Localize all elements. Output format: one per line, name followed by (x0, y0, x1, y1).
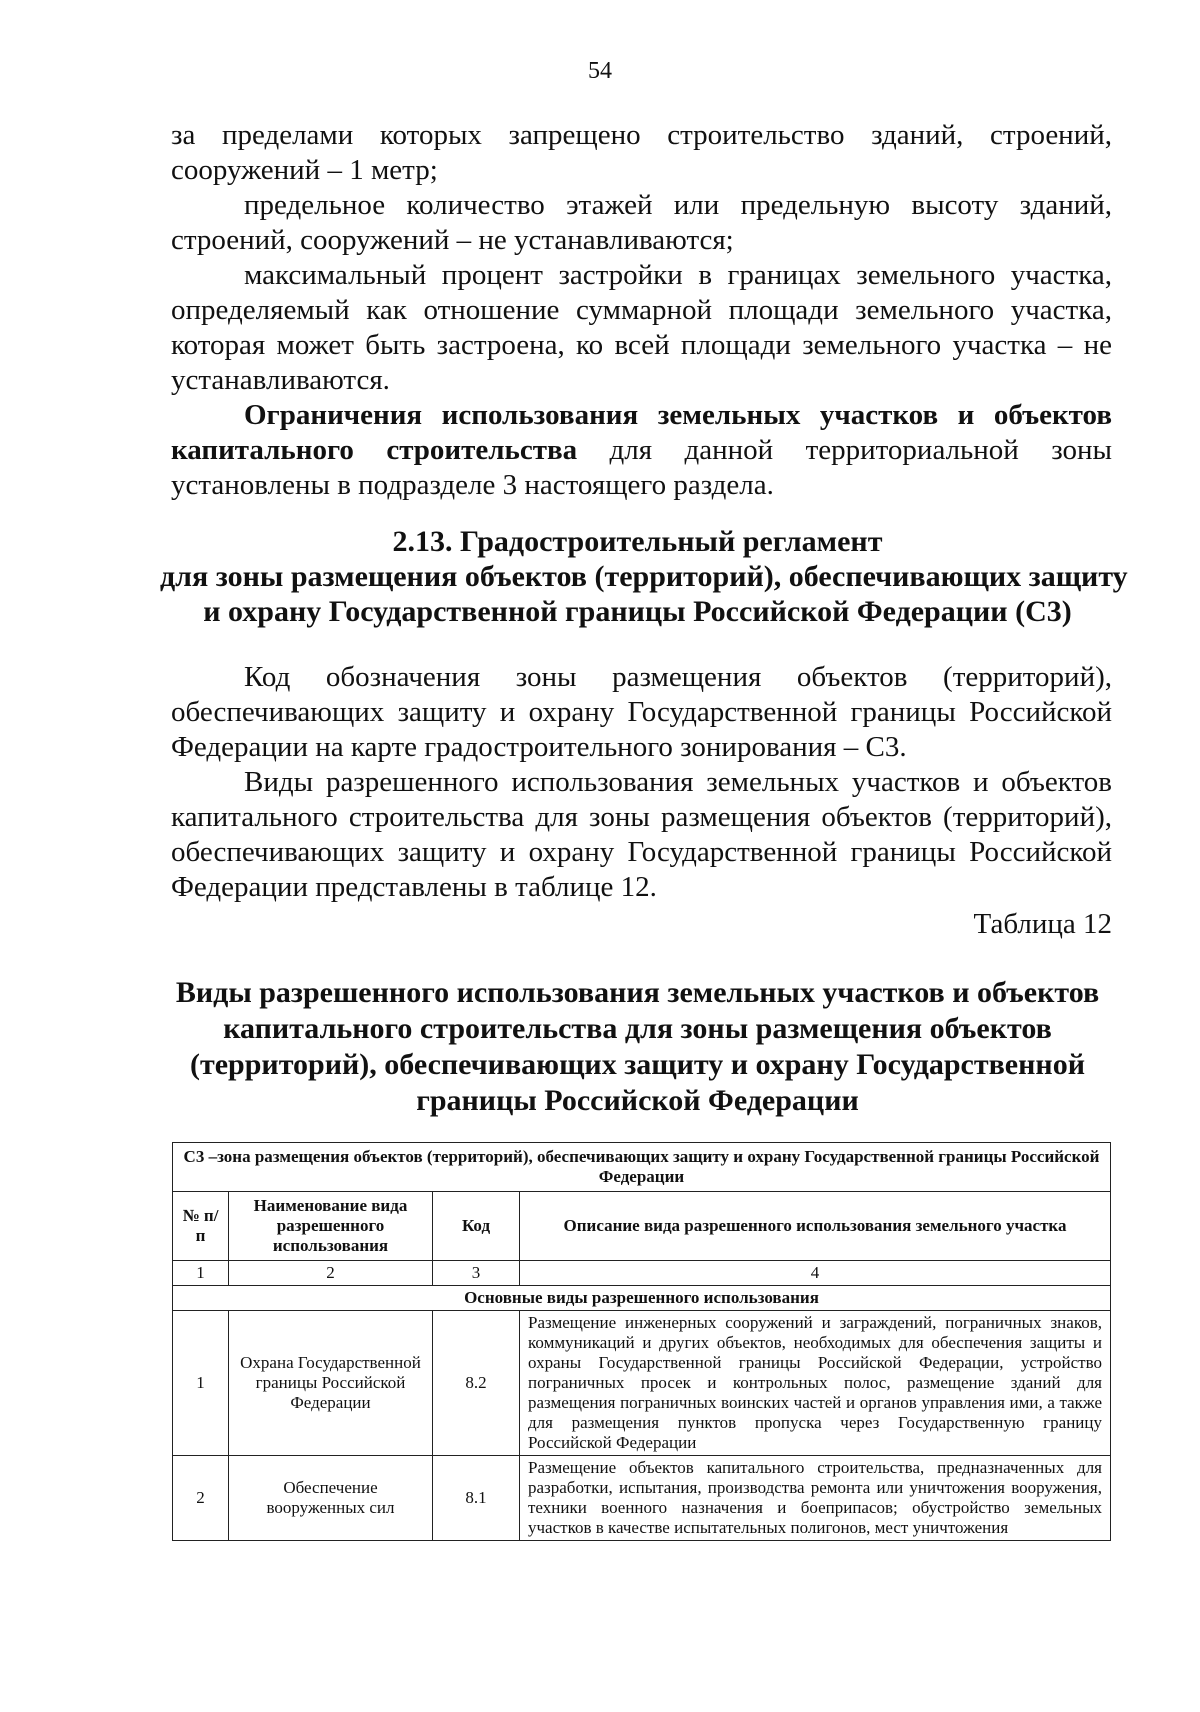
table-title (160, 975, 1115, 1119)
restrictions-text: для данной территориальной зоны установлены в подразделе 3 настоящего раздела. (171, 434, 1113, 501)
row-number: 1 (173, 1311, 229, 1456)
section-row (173, 1286, 1111, 1311)
zone-header-cell: С3 –зона размещения объектов (территорий), обеспечивающих защиту и охрану Государственной границы Российской Федерации (173, 1143, 1111, 1192)
paragraph-setback: за пределами которых запрещено строительство зданий, строений, сооружений – 1 метр; (171, 119, 1112, 186)
section-cell: Основные виды разрешенного использования (173, 1286, 1111, 1311)
column-number: 1 (173, 1261, 229, 1286)
column-header-row (173, 1192, 1111, 1261)
row-description: Размещение инженерных сооружений и заграждений, пограничных знаков, коммуникаций и других объектов, необходимых для обеспечения защиты и охраны Государственной границы Российской Федерации, устройство пограничных просек и контрольных полос, размещение зданий для размещения пограничных воинских частей и органов управления ими, а также для размещения пунктов пропуска через Государственную границу Российской Федерации (520, 1311, 1111, 1456)
column-number: 2 (229, 1261, 433, 1286)
table-title-line-4: границы Российской Федерации (416, 1084, 859, 1117)
column-header: № п/п (173, 1192, 229, 1261)
row-name: Обеспечение вооруженных сил (229, 1456, 433, 1541)
paragraph-floors: предельное количество этажей или предельную высоту зданий, строений, сооружений – не устанавливаются; (171, 189, 1112, 256)
table-title-line-3: (территорий), обеспечивающих защиту и охрану Государственной (190, 1048, 1085, 1081)
column-header: Наименование вида разрешенного использования (229, 1192, 433, 1261)
paragraph-usage-types: Виды разрешенного использования земельных участков и объектов капитального строительства для зоны размещения объектов (территорий), обеспечивающих защиту и охрану Государственной границы Российской Федерации представлены в таблице 12. (171, 766, 1112, 903)
column-number: 4 (520, 1261, 1111, 1286)
table-title-line-1: Виды разрешенного использования земельных участков и объектов (175, 976, 1100, 1009)
table-row (173, 1311, 1111, 1456)
paragraph-zone-code: Код обозначения зоны размещения объектов (территорий), обеспечивающих защиту и охрану Государственной границы Российской Федерации на карте градостроительного зонирования – С3. (171, 661, 1112, 763)
row-name: Охрана Государственной границы Российской Федерации (229, 1311, 433, 1456)
column-header: Код (433, 1192, 520, 1261)
text-block-top (171, 118, 1112, 503)
row-code: 8.2 (433, 1311, 520, 1456)
paragraph-restrictions (171, 398, 1112, 503)
restrictions-bold-text: Ограничения использования земельных участков и объектов капитального строительства (171, 399, 1112, 466)
text-block-body (171, 660, 1112, 905)
section-heading-line-2: для зоны размещения объектов (территорий), обеспечивающих защиту (160, 560, 1128, 593)
table-label: Таблица 12 (973, 908, 1112, 940)
page-number: 54 (588, 58, 612, 84)
section-heading-line-1: 2.13. Градостроительный регламент (392, 525, 883, 558)
row-code: 8.1 (433, 1456, 520, 1541)
row-number: 2 (173, 1456, 229, 1541)
row-description: Размещение объектов капитального строительства, предназначенных для разработки, испытания, производства ремонта или уничтожения вооружения, техники военного назначения и боеприпасов; обустройство земельных участков в качестве испытательных полигонов, мест уничтожения (520, 1456, 1111, 1541)
section-heading (160, 524, 1128, 629)
column-header: Описание вида разрешенного использования земельного участка (520, 1192, 1111, 1261)
column-number: 3 (433, 1261, 520, 1286)
usage-table (172, 1142, 1111, 1541)
column-number-row (173, 1261, 1111, 1286)
section-heading-line-3: и охрану Государственной границы Российской Федерации (С3) (203, 595, 1072, 628)
zone-header-row (173, 1143, 1111, 1192)
paragraph-coverage: максимальный процент застройки в границах земельного участка, определяемый как отношение суммарной площади земельного участка, которая может быть застроена, ко всей площади земельного участка – не устанавливаются. (171, 259, 1112, 396)
table-row (173, 1456, 1111, 1541)
table-title-line-2: капитального строительства для зоны размещения объектов (223, 1012, 1052, 1045)
